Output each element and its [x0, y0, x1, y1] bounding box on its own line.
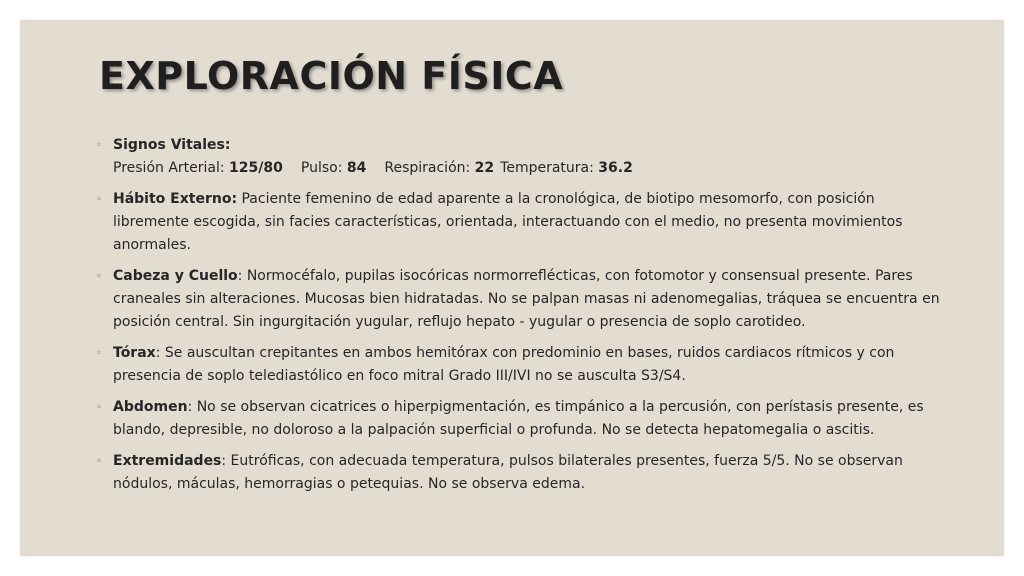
resp-label: Respiración:	[384, 160, 475, 176]
bullet-text: : No se observan cicatrices o hiperpigmentación, es timpánico a la percusión, con perístasis presente, es blando, depresible, no doloroso a la palpación superficial o profunda. No se detecta hepatomegalia o ascitis.	[113, 399, 924, 438]
bullet-habito-externo	[94, 188, 954, 257]
bullet-label: Tórax	[113, 345, 156, 361]
bullet-extremidades	[94, 450, 954, 496]
pulse-label: Pulso:	[300, 160, 347, 176]
bullet-label: Cabeza y Cuello	[113, 268, 238, 284]
bullet-marker-icon: ◦	[96, 140, 102, 151]
bullet-marker-icon: ◦	[96, 271, 102, 282]
bullet-marker-icon: ◦	[96, 456, 102, 467]
bullet-label: Hábito Externo:	[113, 191, 238, 207]
bullet-marker-icon: ◦	[96, 348, 102, 359]
bullet-label: Extremidades	[113, 453, 222, 469]
bullet-vitals	[94, 134, 954, 180]
bullet-abdomen	[94, 396, 954, 442]
temp-value: 36.2	[598, 160, 633, 176]
vitals-heading: Signos Vitales:	[113, 137, 231, 153]
bullet-text: : Eutróficas, con adecuada temperatura, pulsos bilaterales presentes, fuerza 5/5. No se observan nódulos, máculas, hemorragias o petequias. No se observa edema.	[113, 453, 903, 492]
resp-value: 22	[474, 160, 495, 176]
bullet-marker-icon: ◦	[96, 402, 102, 413]
pa-value: 125/80	[229, 160, 283, 176]
slide-title: EXPLORACIÓN FÍSICA	[99, 54, 564, 98]
bullet-list	[94, 134, 954, 504]
bullet-torax	[94, 342, 954, 388]
bullet-label: Abdomen	[113, 399, 188, 415]
bullet-text: : Se auscultan crepitantes en ambos hemitórax con predominio en bases, ruidos cardiacos rítmicos y con presencia de soplo telediastólico en foco mitral Grado III/IVI no se ausculta S3/S4.	[113, 345, 895, 384]
bullet-text: Paciente femenino de edad aparente a la cronológica, de biotipo mesomorfo, con posición libremente escogida, sin facies características, orientada, interactuando con el medio, no presenta movimientos anormales.	[113, 191, 903, 253]
vitals-line	[113, 160, 633, 176]
bullet-marker-icon: ◦	[96, 194, 102, 205]
pa-label: Presión Arterial:	[113, 160, 230, 176]
pulse-value: 84	[346, 160, 367, 176]
bullet-cabeza-cuello	[94, 265, 954, 334]
temp-label: Temperatura:	[500, 160, 599, 176]
slide	[20, 20, 1004, 556]
bullet-text: : Normocéfalo, pupilas isocóricas normorreflécticas, con fotomotor y consensual presente. Pares craneales sin alteraciones. Mucosas bien hidratadas. No se palpan masas ni adenomegalias, tráquea se encuentra en posición central. Sin ingurgitación yugular, reflujo hepato - yugular o presencia de soplo carotideo.	[113, 268, 940, 330]
